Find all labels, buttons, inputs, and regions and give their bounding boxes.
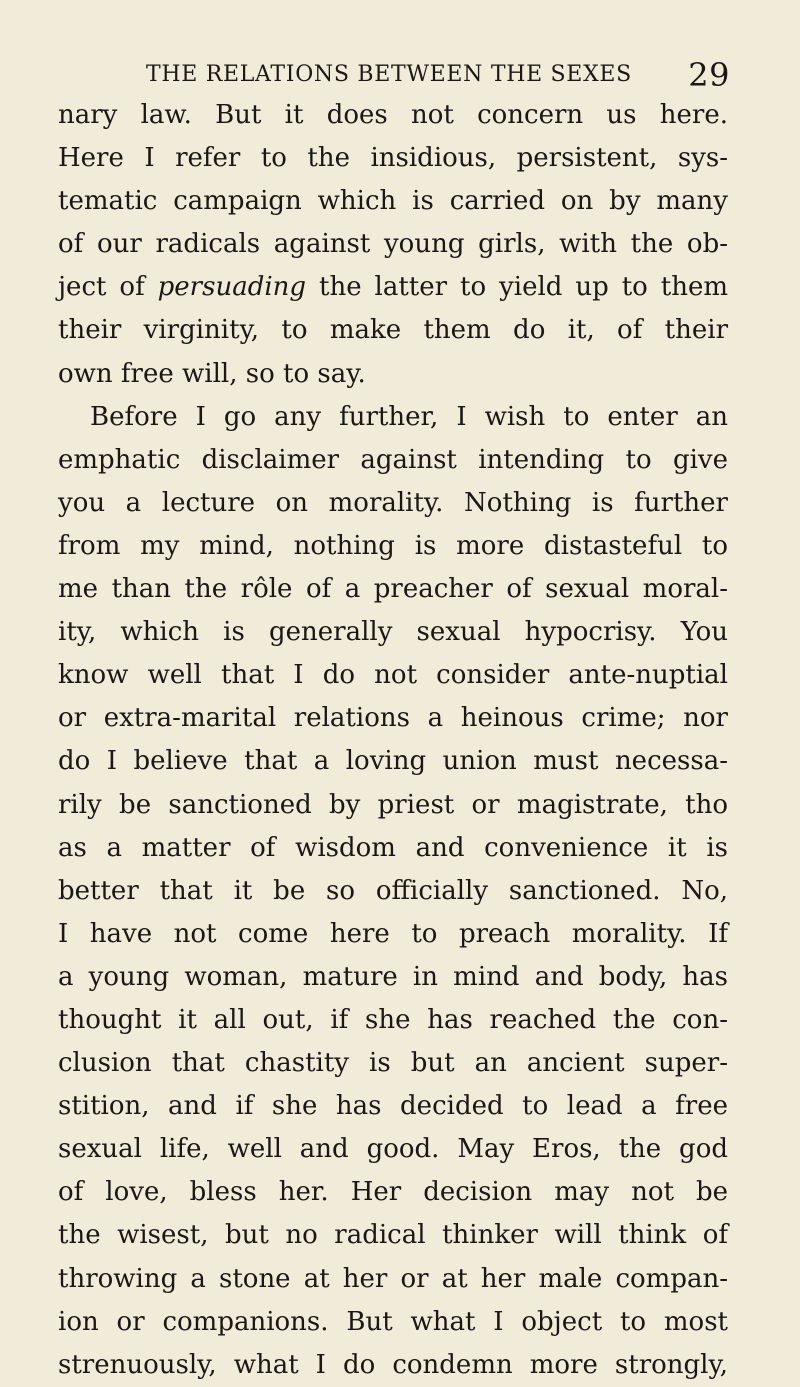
text-line-9: emphatic disclaimer against intending to give: [58, 444, 728, 475]
text-line-19: better that it be so officially sanctioned. No,: [58, 875, 728, 906]
text-line-13: ity, which is generally sexual hypocrisy. You: [58, 617, 728, 648]
text-line-30: strenuously, what I do condemn more strongly,: [58, 1349, 728, 1380]
text-line-18: as a matter of wisdom and convenience it is: [58, 832, 728, 863]
text-line-11: from my mind, nothing is more distasteful to: [58, 530, 728, 561]
text-line-28: throwing a stone at her or at her male compan-: [58, 1263, 728, 1294]
text-line-10: you a lecture on morality. Nothing is further: [58, 487, 728, 518]
text-line-6: their virginity, to make them do it, of their: [58, 315, 728, 346]
text-line-15: or extra-marital relations a heinous crime; nor: [58, 703, 728, 734]
text-line-5: ject of persuading the latter to yield up to them: [58, 272, 728, 303]
page-number: 29: [688, 56, 730, 94]
text-line-16: do I believe that a loving union must necessa-: [58, 746, 728, 777]
text-line-29: ion or companions. But what I object to most: [58, 1306, 728, 1337]
text-line-23: clusion that chastity is but an ancient super-: [58, 1048, 728, 1079]
text-line-25: sexual life, well and good. May Eros, the god: [58, 1134, 728, 1165]
text-line-2: Here I refer to the insidious, persistent, sys-: [58, 143, 728, 174]
text-line-3: tematic campaign which is carried on by many: [58, 186, 728, 217]
body-text: [58, 94, 728, 1387]
text-line-22: thought it all out, if she has reached the con-: [58, 1004, 728, 1035]
text-line-20: I have not come here to preach morality. If: [58, 918, 728, 949]
running-title: THE RELATIONS BETWEEN THE SEXES: [146, 62, 632, 87]
text-line-7: own free will, so to say.: [58, 358, 366, 389]
text-line-26: of love, bless her. Her decision may not be: [58, 1177, 728, 1208]
italic-word: persuading: [157, 272, 307, 303]
text-line-8: Before I go any further, I wish to enter an: [90, 401, 728, 432]
text-line-17: rily be sanctioned by priest or magistrate, tho: [58, 789, 728, 820]
text-line-21: a young woman, mature in mind and body, has: [58, 961, 728, 992]
text-line-24: stition, and if she has decided to lead a free: [58, 1091, 728, 1122]
text-line-1: nary law. But it does not concern us here.: [58, 100, 728, 130]
text-line-14: know well that I do not consider ante-nuptial: [58, 660, 728, 691]
text-line-27: the wisest, but no radical thinker will think of: [58, 1220, 728, 1251]
text-line-4: of our radicals against young girls, with the ob-: [58, 229, 728, 260]
text-line-12: me than the rôle of a preacher of sexual moral-: [58, 574, 728, 605]
running-head: [58, 58, 730, 92]
